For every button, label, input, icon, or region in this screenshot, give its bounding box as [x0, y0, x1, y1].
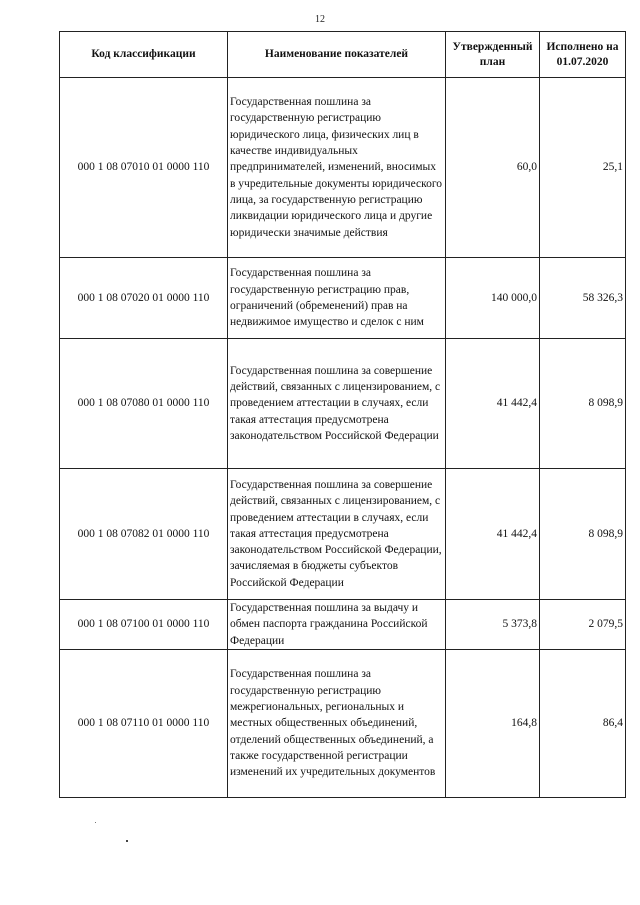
cell-code: 000 1 08 07080 01 0000 110: [60, 339, 228, 469]
table-row: [60, 469, 626, 600]
page-number: 12: [315, 14, 325, 25]
header-name: Наименование показателей: [228, 32, 446, 78]
table-row: [60, 600, 626, 650]
scan-speck: [126, 840, 128, 842]
cell-plan: 5 373,8: [446, 600, 540, 650]
revenue-table: [59, 31, 626, 798]
cell-name: Государственная пошлина за государственную регистрацию прав, ограничений (обременений) прав на недвижимое имущество и сделок с ним: [228, 258, 446, 339]
table-row: [60, 339, 626, 469]
cell-plan: 41 442,4: [446, 469, 540, 600]
cell-name: Государственная пошлина за государственную регистрацию юридического лица, физических лиц в качестве индивидуальных предпринимателей, изменений, вносимых в учредительные документы юридического лица, за государственную регистрацию ликвидации юридического лица и другие юридически значимые действия: [228, 78, 446, 258]
header-plan: Утвержденный план: [446, 32, 540, 78]
cell-code: 000 1 08 07082 01 0000 110: [60, 469, 228, 600]
cell-plan: 140 000,0: [446, 258, 540, 339]
scan-speck: [95, 822, 96, 823]
cell-executed: 58 326,3: [540, 258, 626, 339]
cell-plan: 41 442,4: [446, 339, 540, 469]
cell-code: 000 1 08 07020 01 0000 110: [60, 258, 228, 339]
cell-name: Государственная пошлина за совершение действий, связанных с лицензированием, с проведением аттестации в случаях, если такая аттестация предусмотрена законодательством Российской Федерации, зачисляемая в бюджеты субъектов Российской Федерации: [228, 469, 446, 600]
table-row: [60, 649, 626, 797]
cell-name: Государственная пошлина за выдачу и обмен паспорта гражданина Российской Федерации: [228, 600, 446, 650]
header-code: Код классификации: [60, 32, 228, 78]
cell-executed: 25,1: [540, 78, 626, 258]
header-row: [60, 32, 626, 78]
header-executed: Исполнено на 01.07.2020: [540, 32, 626, 78]
cell-name: Государственная пошлина за государственную регистрацию межрегиональных, региональных и местных общественных объединений, отделений общественных объединений, а также государственной регистрации изменений их учредительных документов: [228, 649, 446, 797]
cell-executed: 86,4: [540, 649, 626, 797]
cell-name: Государственная пошлина за совершение действий, связанных с лицензированием, с проведением аттестации в случаях, если такая аттестация предусмотрена законодательством Российской Федерации: [228, 339, 446, 469]
cell-executed: 2 079,5: [540, 600, 626, 650]
table-row: [60, 258, 626, 339]
cell-executed: 8 098,9: [540, 339, 626, 469]
cell-plan: 60,0: [446, 78, 540, 258]
table-row: [60, 78, 626, 258]
cell-code: 000 1 08 07010 01 0000 110: [60, 78, 228, 258]
cell-code: 000 1 08 07110 01 0000 110: [60, 649, 228, 797]
cell-plan: 164,8: [446, 649, 540, 797]
cell-code: 000 1 08 07100 01 0000 110: [60, 600, 228, 650]
cell-executed: 8 098,9: [540, 469, 626, 600]
